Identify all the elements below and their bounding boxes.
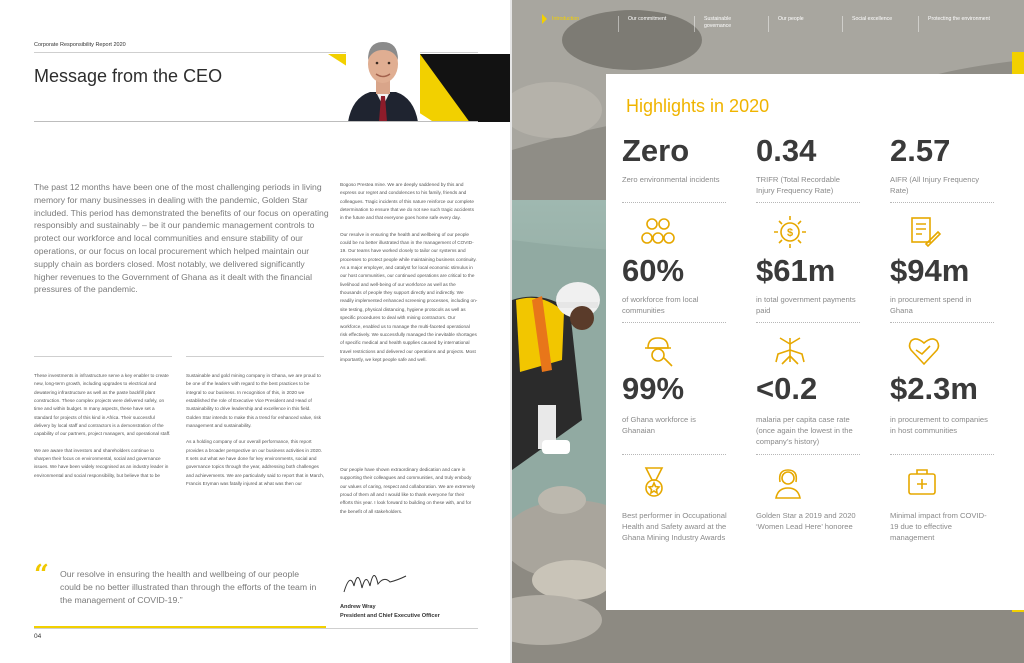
medical-kit-icon	[904, 464, 940, 500]
highlight-desc: in procurement spend in Ghana	[890, 295, 972, 315]
footer-rule	[34, 628, 478, 629]
body-paragraph: Our resolve in ensuring the health and wellbeing of our people could be no better illustrated than in the management of COVID-19. Our teams have worked closely to tailor our systems and processes to protect people while maintaining business continuity. As a major employer, and catalyst for local economic stimulus in our host communities, our continued operations are critical to the livelihood and well-being of our workforce as well as the thousands of people they support directly and indirectly. We readily implemented enhanced screening processes, including on-site testing, physical distancing, hygiene protocols as well as specific procedures to deal with mining contractors. Our workforce, enabled us to manage the multi-faceted operational risk effectively. We successfully managed the inevitable shortages of specific medical and health supplies caused by international travel restrictions and delivered our operations and projects. Most importantly, we kept people safe and well.	[340, 231, 478, 362]
highlight-desc: Best performer in Occupational Health and Safety award at the Ghana Mining Industry Awards	[622, 511, 727, 542]
highlight-desc: in procurement to companies in host communities	[890, 415, 988, 435]
nav-introduction[interactable]: Introduction	[552, 16, 580, 22]
highlight-value: 2.57	[890, 133, 951, 168]
highlight-value: 99%	[622, 371, 685, 406]
highlight-rule	[622, 202, 726, 203]
svg-text:$: $	[786, 227, 794, 239]
people-group-icon	[640, 214, 676, 250]
highlights-panel	[606, 74, 1024, 610]
highlight-desc: Zero environmental incidents	[622, 175, 720, 184]
woman-icon	[770, 464, 806, 500]
body-paragraph: Bogoso Prestea mine. We are deeply saddened by this and express our regret and condolences to his family, friends and colleagues. Tragic incidents of this nature reinforce our complete determination to ensure that we do not see such tragic accidents in the future and that everyone goes home safe every day.	[340, 182, 474, 221]
pull-quote: Our resolve in ensuring the health and wellbeing of our people could be no better illustrated than through the efforts of the team in the management of COVID-19.”	[60, 569, 317, 605]
nav-separator	[694, 16, 695, 32]
quote-mark-icon: “	[34, 560, 49, 590]
highlight-desc: Golden Star a 2019 and 2020 ‘Women Lead Here’ honoree	[756, 511, 856, 531]
left-page	[0, 0, 510, 663]
nav-separator	[768, 16, 769, 32]
highlight-value: 0.34	[756, 133, 817, 168]
title-rule	[34, 121, 478, 122]
right-page	[512, 0, 1024, 663]
highlight-rule	[622, 454, 726, 455]
nav-separator	[618, 16, 619, 32]
highlight-rule	[890, 202, 994, 203]
document-signing-icon	[906, 214, 942, 250]
nav-protecting-environment[interactable]: Protecting the environment	[928, 16, 990, 22]
body-paragraph: These investments in infrastructure serve a key enabler to create new, long-term growth, including upgrades to electrical and dewatering infrastructure as well as the paste backfill plant construction. These complex projects were delivered safely, on time and within budget. In many aspects, these have set a standard for projects of this kind in Africa. Their successful delivery by local staff and contractors is a demonstration of the capability of our partners, project managers, and operational staff.	[34, 373, 171, 437]
highlight-desc: AIFR (All Injury Frequency Rate)	[890, 175, 980, 195]
column-2	[186, 372, 324, 496]
column-3-bottom	[340, 466, 478, 524]
highlight-value: <0.2	[756, 371, 818, 406]
highlight-rule	[622, 322, 726, 323]
highlight-rule	[756, 322, 860, 323]
highlight-desc: of workforce from local communities	[622, 295, 699, 315]
nav-our-people[interactable]: Our people	[778, 16, 804, 22]
body-paragraph: Sustainable and gold mining company in Ghana, we are proud to be one of the leaders with regard to the best practices to be integral to our business. In recognition of this, in 2020 we established the role of Executive Vice President and Head of Sustainability to drive leadership and excellence in this field. Golden Star intends to make this a trend for enhanced value, risk management and sustainability.	[186, 373, 321, 429]
nav-separator	[842, 16, 843, 32]
column-1	[34, 372, 172, 488]
body-paragraph: We are aware that investors and shareholders continue to sharpen their focus on environmental, social and governance issues. We have been widely recognised as an industry leader in environmental and social responsibility, but believe that to be	[34, 447, 169, 478]
page-number: 04	[34, 633, 42, 640]
nav-separator	[918, 16, 919, 32]
dollar-coin-icon	[772, 214, 808, 250]
intro-paragraph: The past 12 months have been one of the most challenging periods in living memory for many businesses in dealing with the pandemic, Golden Star included. This period has demonstrated the benefits of our focus on operating responsibly and sustainably – be it our pandemic management controls to protect our workforce and local communities and ensure stability of our operations, or our focus on local procurement which helped maintain our supply chain as borders closed. Most notably, we delivered significantly higher revenues to the Government of Ghana as it dealt with the financial pressures of the pandemic.	[34, 182, 329, 295]
column-3-top	[340, 181, 478, 372]
highlights-title: Highlights in 2020	[626, 96, 770, 116]
ceo-portrait	[346, 28, 420, 122]
body-paragraph: As a holding company of our overall performance, this report provides a broader perspective on our business activities in 2020. It sets out what we have done for key environments, social and governance topics through the year, addressing both challenges and achievements. We are particularly said to report that in March, Francis Eryman was fatally injured at what was then our	[186, 439, 324, 487]
mosquito-icon	[772, 332, 808, 368]
highlight-rule	[890, 322, 994, 323]
column-divider	[186, 356, 324, 357]
signatory-name: Andrew Wray	[340, 604, 376, 610]
signatory-role: President and Chief Executive Officer	[340, 613, 440, 619]
highlight-rule	[756, 454, 860, 455]
highlight-desc: Minimal impact from COVID-19 due to effective management	[890, 511, 987, 542]
highlight-value: $2.3m	[890, 371, 978, 406]
highlight-desc: malaria per capita case rate (once again the lowest in the company’s history)	[756, 415, 853, 446]
report-label: Corporate Responsibility Report 2020	[34, 42, 126, 48]
highlight-desc: TRIFR (Total Recordable Injury Frequency Rate)	[756, 175, 840, 195]
nav-our-commitment[interactable]: Our commitment	[628, 16, 667, 22]
nav-social-excellence[interactable]: Social excellence	[852, 16, 893, 22]
nav-sustainable-governance[interactable]: Sustainable governance	[704, 16, 732, 29]
body-paragraph: Our people have shown extraordinary dedication and care in supporting their colleagues and communities, and truly embody our values of caring, respect and collaboration. We are extremely proud of them all and I would like to thank everyone for their efforts this year. I look forward to building on these with, and for the benefit of all stakeholders.	[340, 467, 476, 514]
highlight-value: $94m	[890, 253, 970, 288]
ceo-signature	[340, 562, 410, 600]
miner-helmet-icon	[640, 332, 676, 368]
highlight-rule	[756, 202, 860, 203]
highlight-value: $61m	[756, 253, 836, 288]
highlight-rule	[890, 454, 994, 455]
active-section-arrow-icon	[542, 14, 547, 24]
column-divider	[34, 356, 172, 357]
highlight-desc: in total government payments paid	[756, 295, 856, 315]
highlight-value: Zero	[622, 133, 690, 168]
award-medal-icon	[636, 464, 672, 500]
page-title: Message from the CEO	[34, 66, 223, 86]
highlight-value: 60%	[622, 253, 685, 288]
highlight-desc: of Ghana workforce is Ghanaian	[622, 415, 696, 435]
handshake-heart-icon	[906, 332, 942, 368]
